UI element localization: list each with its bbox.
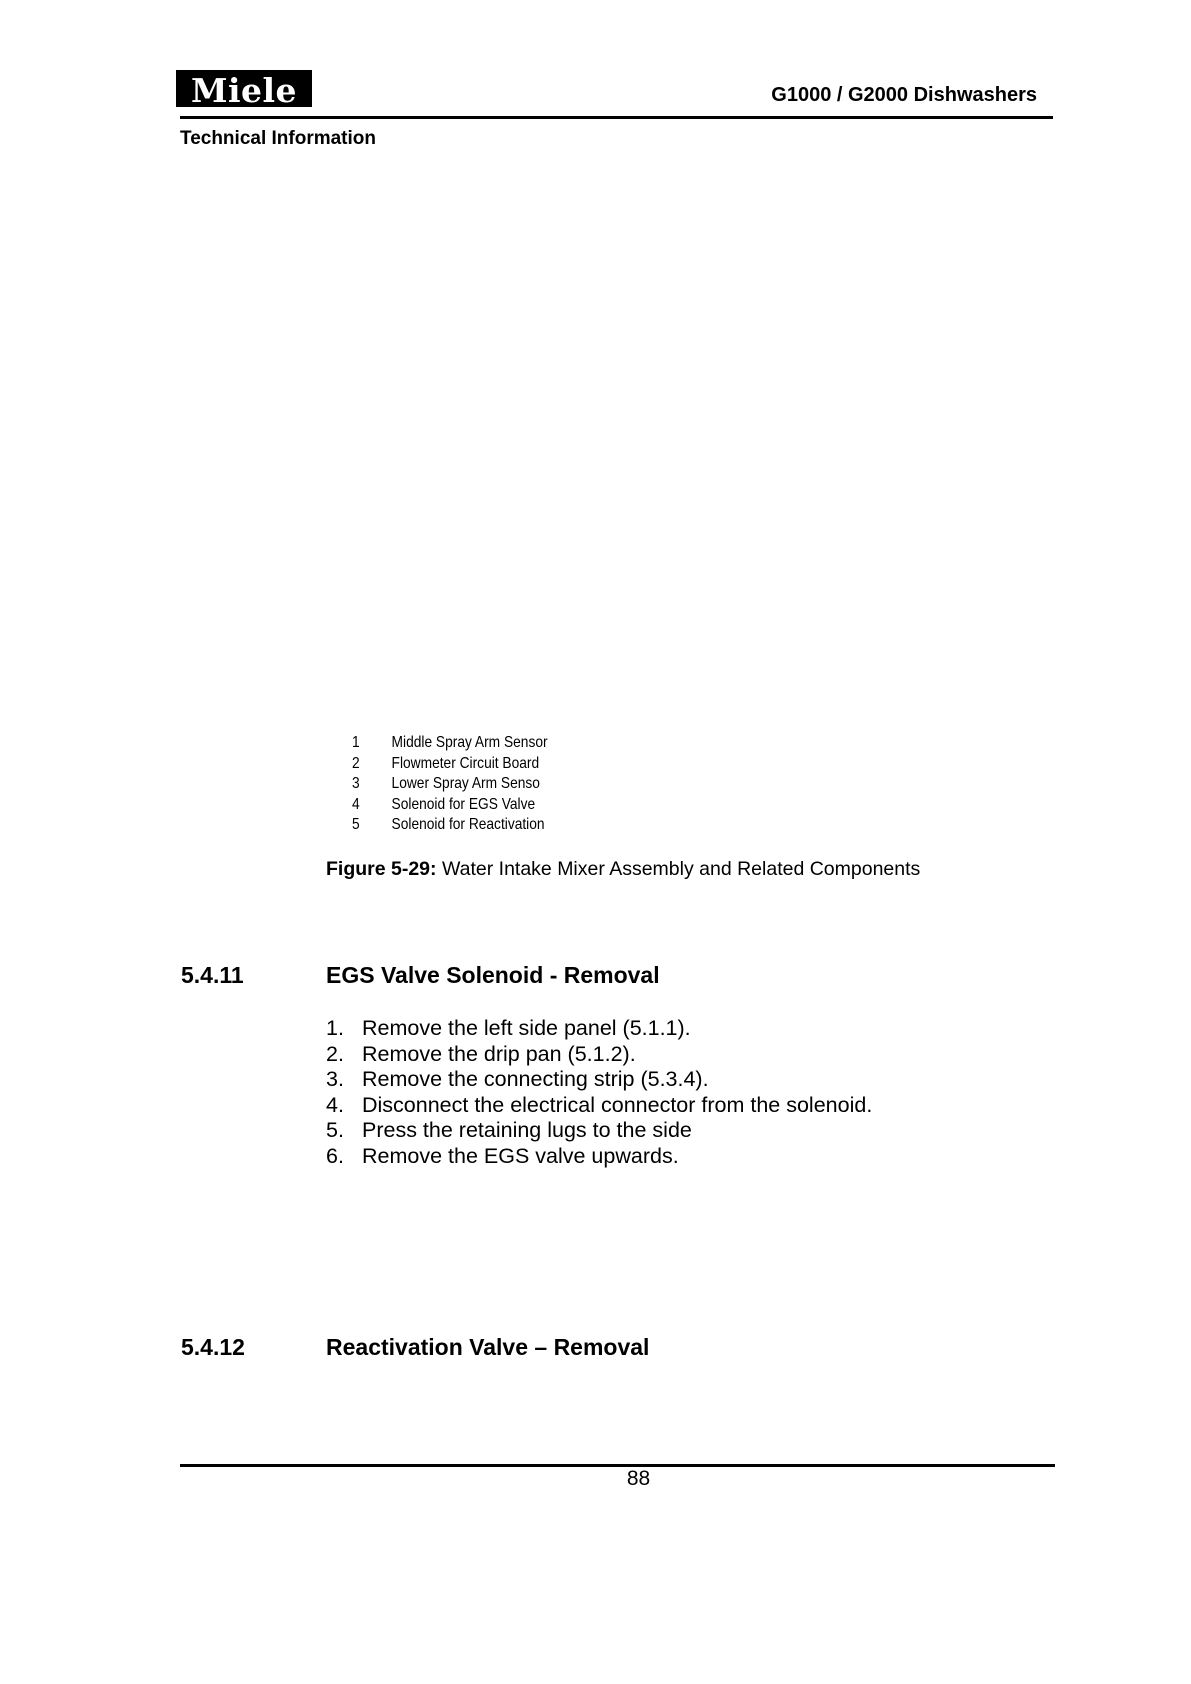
step-text: Press the retaining lugs to the side [362, 1118, 692, 1142]
legend-item-number: 1 [352, 734, 360, 751]
legend-item [352, 774, 548, 795]
step-number: 5. [326, 1118, 344, 1142]
legend-item-label: Solenoid for Reactivation [391, 816, 545, 833]
legend-item [352, 815, 548, 836]
section-heading: Reactivation Valve – Removal [326, 1334, 650, 1360]
legend-item-number: 4 [352, 795, 360, 813]
list-item [326, 1042, 872, 1068]
list-item [326, 1093, 872, 1119]
legend-item [352, 733, 548, 754]
legend-item [352, 754, 548, 775]
figure-caption-text: Water Intake Mixer Assembly and Related Components [436, 858, 921, 880]
step-number: 2. [326, 1041, 344, 1066]
step-number: 1. [326, 1016, 344, 1040]
section-heading: EGS Valve Solenoid - Removal [326, 962, 660, 988]
figure-image-area [326, 160, 1026, 720]
miele-logo: Miele [176, 70, 312, 107]
removal-steps-list [326, 1016, 872, 1169]
step-text: Remove the left side panel (5.1.1). [362, 1016, 691, 1040]
page-number: 88 [626, 1467, 651, 1490]
figure-legend [352, 733, 548, 836]
section-number: 5.4.11 [181, 962, 244, 988]
step-text: Remove the drip pan (5.1.2). [362, 1041, 636, 1066]
list-item [326, 1118, 872, 1144]
step-text: Disconnect the electrical connector from the solenoid. [362, 1092, 873, 1117]
legend-item-number: 5 [352, 816, 360, 833]
step-text: Remove the connecting strip (5.3.4). [362, 1067, 709, 1091]
document-title: G1000 / G2000 Dishwashers [771, 84, 1037, 106]
legend-item-label: Flowmeter Circuit Board [391, 754, 540, 772]
legend-item-label: Middle Spray Arm Sensor [391, 734, 548, 751]
step-number: 6. [326, 1143, 344, 1168]
figure-caption-label: Figure 5-29: [326, 858, 437, 880]
step-number: 3. [326, 1067, 344, 1091]
list-item [326, 1144, 872, 1170]
header-divider [180, 116, 1053, 119]
list-item [326, 1067, 872, 1093]
legend-item-number: 3 [352, 775, 360, 792]
step-text: Remove the EGS valve upwards. [362, 1143, 679, 1168]
section-number: 5.4.12 [181, 1334, 245, 1360]
legend-item-label: Lower Spray Arm Senso [391, 775, 540, 792]
list-item [326, 1016, 872, 1042]
section-label: Technical Information [180, 128, 377, 149]
figure-caption [326, 858, 920, 881]
legend-item [352, 795, 548, 816]
legend-item-label: Solenoid for EGS Valve [391, 795, 536, 813]
step-number: 4. [326, 1092, 344, 1117]
legend-item-number: 2 [352, 754, 360, 772]
